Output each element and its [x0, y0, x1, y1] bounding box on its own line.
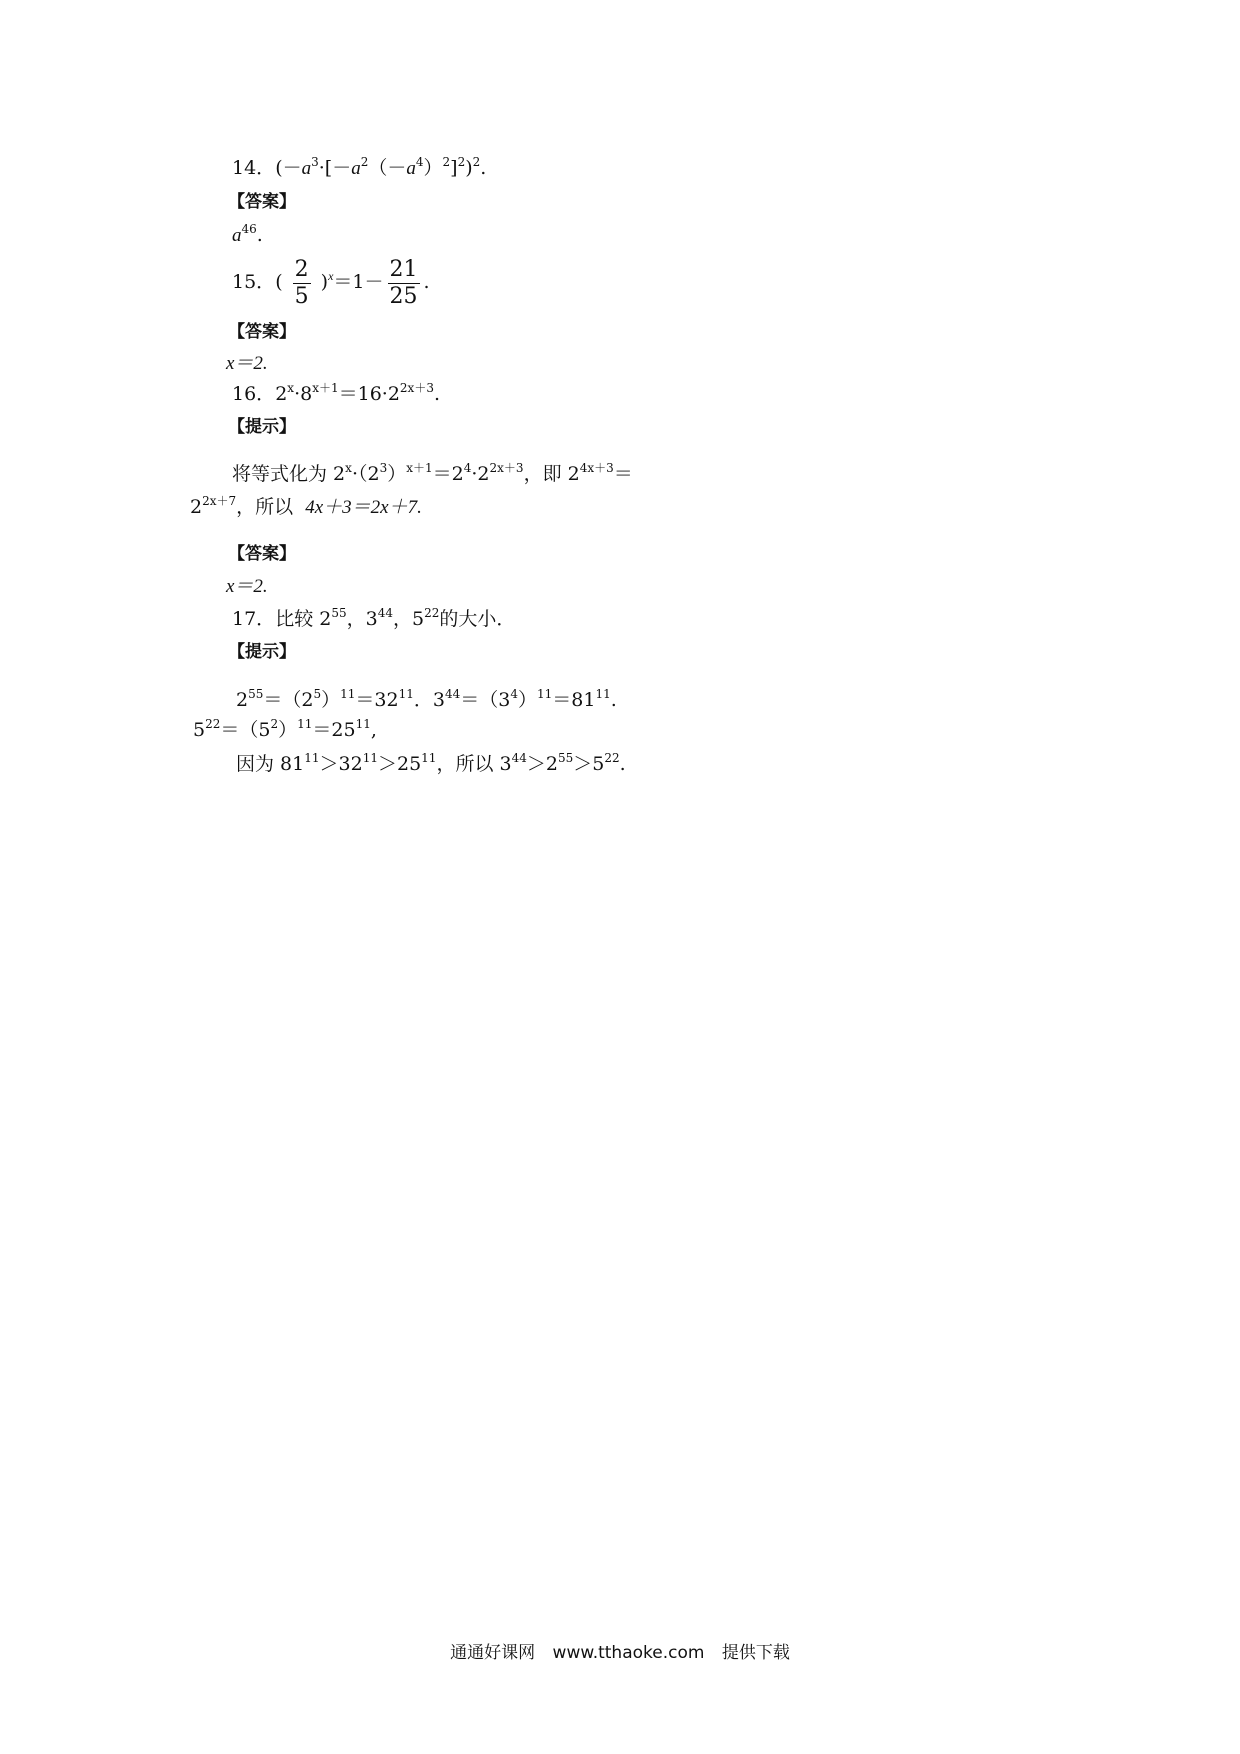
fraction: $\frac{2}{5}$ [294, 256, 309, 309]
site-url: www.tthaoke.com [552, 1643, 705, 1663]
answer-label: 【答案】 [228, 322, 296, 342]
hint-17-line1: $2^{55}=(2^5)^{11}=32^{11}$．$3^{44}=(3^4)^{11}=81^{11}$. [236, 687, 617, 711]
answer-label: 【答案】 [228, 544, 296, 564]
site-name: 通通好课网 [450, 1643, 536, 1663]
problem-number: 17． [232, 608, 276, 630]
answer-14: $a^{46}$. [232, 222, 263, 246]
fraction: $\frac{21}{25}$ [389, 256, 418, 309]
problem-17: 17．比较 $2^{55}$，$3^{44}$，$5^{22}$的大小． [232, 606, 516, 630]
answer-15: x＝2. [226, 353, 268, 374]
problem-16: 16．$2^x\cdot 8^{x+1}=16\cdot 2^{2x+3}$. [232, 381, 441, 405]
hint-16-line1: 将等式化为 $2^x\cdot(2^3)^{x+1}=2^4\cdot 2^{2x+3}$，即 $2^{4x+3}=$ [232, 461, 633, 485]
footer-suffix: 提供下载 [721, 1643, 790, 1663]
page-footer [0, 1638, 1240, 1663]
answer-16: x＝2. [226, 576, 268, 597]
hint-label: 【提示】 [228, 642, 296, 662]
hint-17-line2: $5^{22}=(5^2)^{11}=25^{11}$, [193, 717, 377, 741]
hint-label: 【提示】 [228, 417, 296, 437]
problem-number: 14． [232, 157, 276, 179]
hint-16-line2: $2^{2x+7}$，所以 4x＋3＝2x＋7. [190, 494, 422, 518]
problem-number: 15． [232, 271, 276, 293]
problem-number: 16． [232, 383, 276, 405]
hint-17-line3: 因为 $81^{11}>32^{11}>25^{11}$，所以 $3^{44}>2^{55}>5^{22}$. [236, 751, 626, 775]
problem-14: 14．$(-a^3\cdot[-a^2(-a^4)^2]^2)^2$. [232, 155, 487, 179]
answer-label: 【答案】 [228, 192, 296, 212]
problem-15: 15．( $\frac{2}{5}$ )$^x$＝1－ $\frac{21}{25}$ . [232, 256, 430, 309]
